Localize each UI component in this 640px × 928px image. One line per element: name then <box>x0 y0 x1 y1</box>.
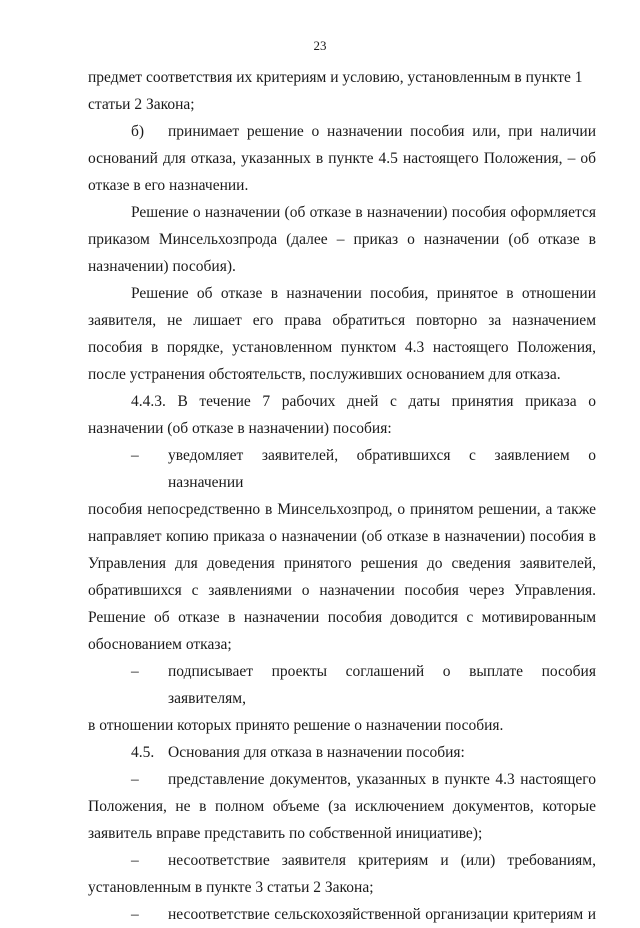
list-item-text: принимает решение о назначении пособия или, при наличии <box>168 123 596 140</box>
paragraph-decision: Решение о назначении (об отказе в назначении) пособия оформляется приказом Минсельхозпрода (далее – приказ о назначении (об отказе в назначении) пособия). <box>88 204 596 275</box>
list-item-text: несоответствие заявителя критериям и (или) требованиям, <box>168 852 596 869</box>
list-item-text: подписывает проекты соглашений о выплате пособия заявителям, <box>168 663 596 707</box>
list-item-continuation: Положения, не в полном объеме (за исключением документов, которые заявитель вправе представить по собственной инициативе); <box>88 798 596 842</box>
list-item-continuation: в отношении которых принято решение о назначении пособия. <box>88 717 504 734</box>
dash-marker: – <box>131 852 139 869</box>
dash-item-sign <box>88 658 596 712</box>
paragraph-refusal: Решение об отказе в назначении пособия, принятое в отношении заявителя, не лишает его права обратиться повторно за назначением пособия в порядке, установленном пунктом 4.3 настоящего Положения, после устранения обстоятельств, послуживших основанием для отказа. <box>88 285 596 383</box>
section-number: 4.5. <box>131 744 155 761</box>
dash-marker: – <box>131 771 139 788</box>
paragraph-4-4-3: 4.4.3. В течение 7 рабочих дней с даты принятия приказа о назначении (об отказе в назначении) пособия: <box>88 393 596 437</box>
list-item-continuation: установленным в пункте 3 статьи 2 Закона; <box>88 879 374 896</box>
paragraph-line: предмет соответствия их критериям и условию, установленным в пункте 1 <box>88 69 583 86</box>
paragraph-line: статьи 2 Закона; <box>88 96 195 113</box>
list-item-continuation: пособия непосредственно в Минсельхозпрод, о принятом решении, а также направляет копию приказа о назначении (об отказе в назначении) пособия в Управления для доведения принятого решения до сведения заявителей, обратившихся с заявлениями о назначении пособия через Управления. Решение об отказе в назначении пособия доводится с мотивированным обоснованием отказа; <box>88 501 596 653</box>
list-item-text: представление документов, указанных в пункте 4.3 настоящего <box>168 771 596 788</box>
dash-marker: – <box>131 906 139 923</box>
list-item-b <box>88 118 596 145</box>
section-heading-text: Основания для отказа в назначении пособия: <box>168 744 465 761</box>
dash-item-organization <box>88 901 596 928</box>
page-number: 23 <box>313 38 327 53</box>
list-item-text: несоответствие сельскохозяйственной организации критериям и <box>168 906 596 923</box>
section-4-5 <box>88 739 596 766</box>
dash-marker: – <box>131 447 139 464</box>
list-marker: б) <box>131 123 145 140</box>
list-item-continuation: оснований для отказа, указанных в пункте 4.5 настоящего Положения, – об отказе в его назначении. <box>88 150 596 194</box>
dash-marker: – <box>131 663 139 680</box>
dash-item-notify <box>88 442 596 496</box>
document-body <box>88 64 596 928</box>
list-item-text: уведомляет заявителей, обратившихся с заявлением о назначении <box>168 447 596 491</box>
dash-item-applicant <box>88 847 596 874</box>
dash-item-documents <box>88 766 596 793</box>
